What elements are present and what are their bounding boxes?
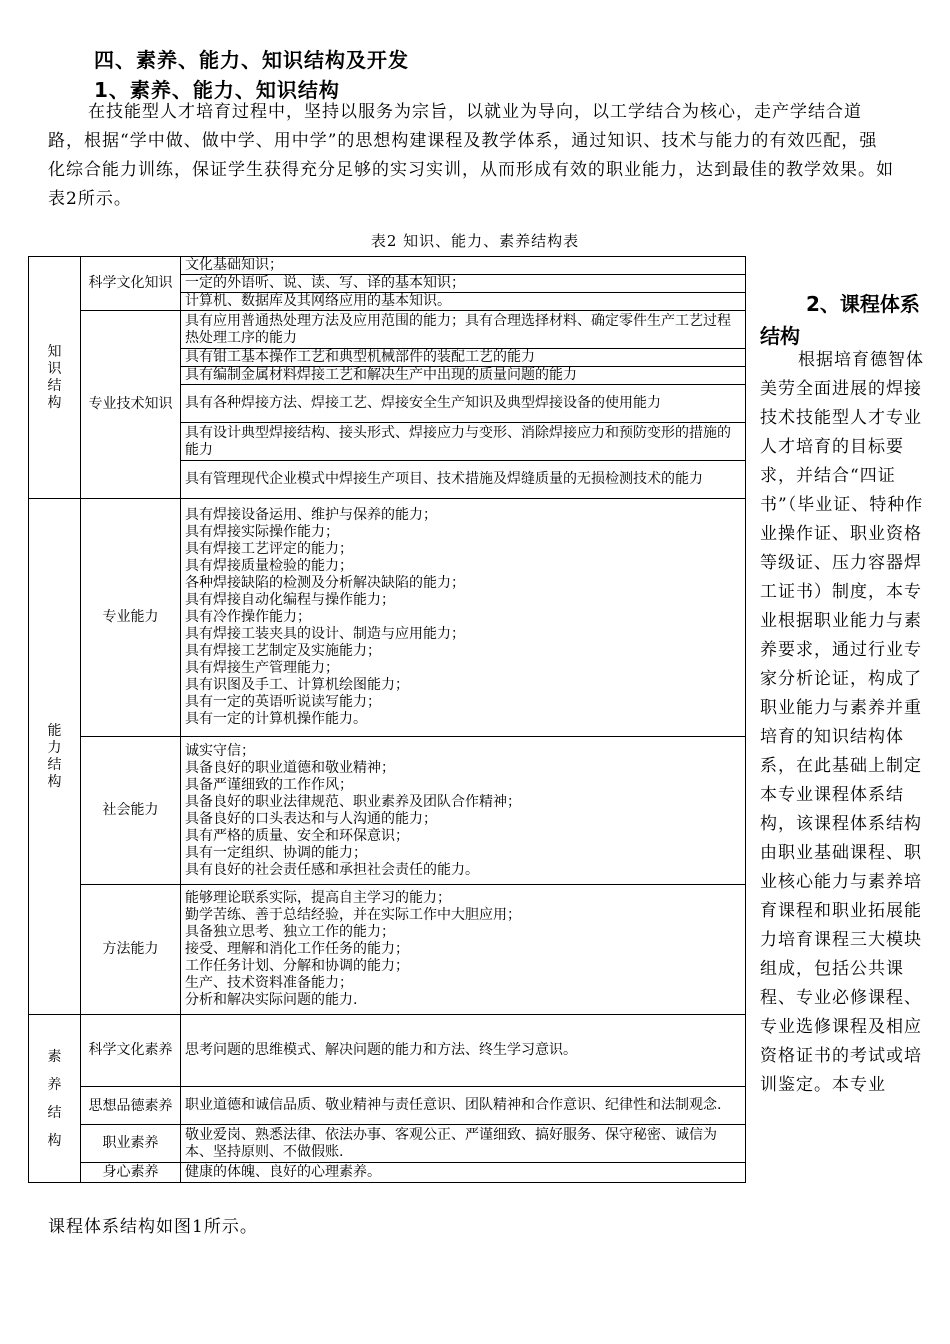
table-row [29,1087,746,1125]
list-item: 具有焊接设备运用、维护与保养的能力； [185,507,437,523]
list-item: 诚实守信； [185,742,255,759]
side-paragraph: 根据培育德智体美劳全面进展的焊接技术技能型人才专业人才培育的目标要求，并结合“四证书”（毕业证、特种作业操作证、职业资格等级证、压力容器焊工证书）制度，本专业根据职业能力与素养要求，通过行业专家分析论证，构成了职业能力与素养并重培育的知识结构体系，在此基础上制定本专业课程体系结构，该课程体系结构由职业基础课程、职业核心能力与素养培育课程和职业拓展能力培育课程三大模块组成，包括公共课程、专业必修课程、专业选修课程及相应资格证书的考试或培训鉴定。本专业 [760,350,924,1095]
table-cell: 具有设计典型焊接结构、接头形式、焊接应力与变形、消除焊接应力和预防变形的措施的能力 [181,423,746,461]
list-item: 具有焊接质量检验的能力； [185,558,353,574]
list-item: 具有焊接工装夹具的设计、制造与应用能力； [185,626,465,642]
list-item: 具有识图及手工、计算机绘图能力； [185,677,409,693]
list-item: 具备良好的职业法律规范、职业素养及团队合作精神； [185,793,521,810]
subsection-heading: 1、素养、能力、知识结构 [94,78,340,102]
table-cell: 一定的外语听、说、读、写、译的基本知识； [181,275,746,293]
list-item: 工作任务计划、分解和协调的能力； [185,958,409,974]
table-row [29,1125,746,1163]
list-item: 具有一定的计算机操作能力。 [185,711,367,727]
side-heading: 2、课程体系结构 [760,292,920,348]
list-item: 具有一定的英语听说读写能力； [185,694,381,710]
subcategory-social: 社会能力 [81,737,181,885]
table-cell [181,737,746,885]
subcategory-career-quality: 职业素养 [81,1125,181,1163]
list-item: 各种焊接缺陷的检测及分析解决缺陷的能力； [185,575,465,591]
table-cell: 具有编制金属材料焊接工艺和解决生产中出现的质量问题的能力 [181,367,746,385]
subcategory-body-quality: 身心素养 [81,1163,181,1183]
category-knowledge: 知识结构 [29,257,81,499]
list-item: 分析和解决实际问题的能力. [185,992,358,1008]
list-item: 接受、理解和消化工作任务的能力； [185,941,409,957]
subcategory-tech-knowledge: 专业技术知识 [81,311,181,499]
list-item: 生产、技术资料准备能力； [185,975,353,991]
intro-paragraph: 在技能型人才培育过程中，坚持以服务为宗旨，以就业为导向，以工学结合为核心，走产学结合道路，根据“学中做、做中学、用中学”的思想构建课程及教学体系，通过知识、技术与能力的有效匹配，强化综合能力训练，保证学生获得充分足够的实习实训，从而形成有效的职业能力，达到最佳的教学效果。如表2所示。 [48,102,894,209]
table-row [29,257,746,275]
list-item: 具备良好的口头表达和与人沟通的能力； [185,810,437,827]
table-cell: 具有各种焊接方法、焊接工艺、焊接安全生产知识及典型焊接设备的使用能力 [181,385,746,423]
table-cell: 健康的体魄、良好的心理素养。 [181,1163,746,1183]
subcategory-method: 方法能力 [81,885,181,1015]
section-heading: 四、素养、能力、知识结构及开发 [94,48,409,72]
table-cell: 计算机、数据库及其网络应用的基本知识。 [181,293,746,311]
table-row [29,499,746,737]
table-row [29,1015,746,1087]
table-row [29,737,746,885]
list-item: 勤学苦练、善于总结经验，并在实际工作中大胆应用； [185,907,521,923]
list-item: 具备严谨细致的工作作风； [185,776,353,793]
table-cell: 职业道德和诚信品质、敬业精神与责任意识、团队精神和合作意识、纪律性和法制观念. [181,1087,746,1125]
table-cell: 敬业爱岗、熟悉法律、依法办事、客观公正、严谨细致、搞好服务、保守秘密、诚信为本、坚持原则、不做假账. [181,1125,746,1163]
table-cell: 具有管理现代企业模式中焊接生产项目、技术措施及焊缝质量的无损检测技术的能力 [181,461,746,499]
closing-paragraph: 课程体系结构如图1所示。 [48,1217,258,1237]
table-row [29,885,746,1015]
structure-table [28,256,746,1183]
category-quality: 素养结构 [29,1015,81,1183]
table-cell: 思考问题的思维模式、解决问题的能力和方法、终生学习意识。 [181,1015,746,1087]
list-item: 具有焊接生产管理能力； [185,660,339,676]
table-cell: 具有应用普通热处理方法及应用范围的能力；具有合理选择材料、确定零件生产工艺过程热处理工序的能力 [181,311,746,349]
category-ability: 能力结构 [29,499,81,1015]
list-item: 具备良好的职业道德和敬业精神； [185,759,395,776]
table-cell: 具有钳工基本操作工艺和典型机械部件的装配工艺的能力 [181,349,746,367]
table-cell [181,499,746,737]
subcategory-professional: 专业能力 [81,499,181,737]
list-item: 具备独立思考、独立工作的能力； [185,924,395,940]
table-row [29,1163,746,1183]
list-item: 具有良好的社会责任感和承担社会责任的能力。 [185,861,479,878]
list-item: 具有焊接工艺制定及实施能力； [185,643,381,659]
list-item: 具有一定组织、协调的能力； [185,844,367,861]
list-item: 具有焊接自动化编程与操作能力； [185,592,395,608]
list-item: 具有焊接实际操作能力； [185,524,339,540]
list-item: 具有焊接工艺评定的能力； [185,541,353,557]
table-cell [181,885,746,1015]
table-caption: 表2 知识、能力、素养结构表 [370,232,580,250]
table-row [29,311,746,349]
list-item: 具有冷作操作能力； [185,609,311,625]
subcategory-moral-quality: 思想品德素养 [81,1087,181,1125]
subcategory-science-quality: 科学文化素养 [81,1015,181,1087]
list-item: 具有严格的质量、安全和环保意识； [185,827,409,844]
table-cell: 文化基础知识； [181,257,746,275]
list-item: 能够理论联系实际，提高自主学习的能力； [185,890,451,906]
subcategory-science-knowledge: 科学文化知识 [81,257,181,311]
